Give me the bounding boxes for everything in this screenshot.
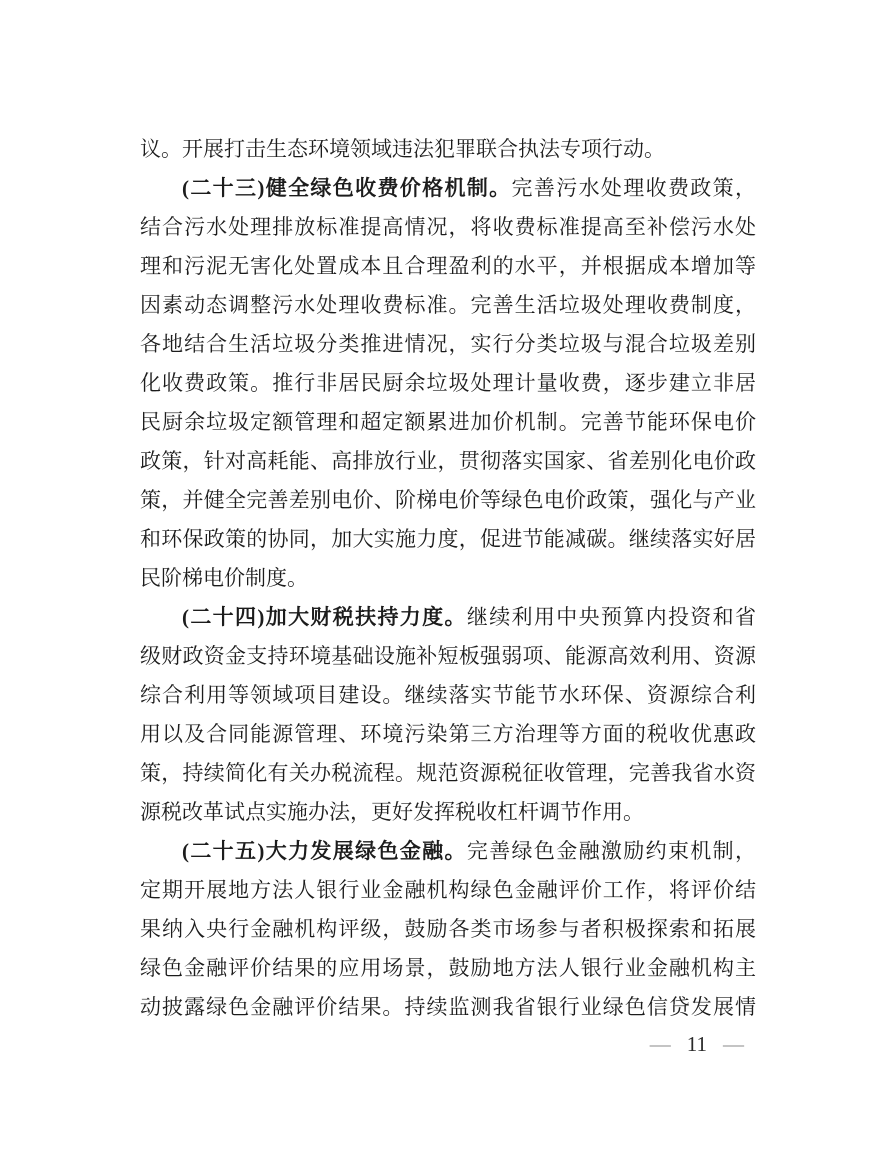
line-text: 继续利用中央预算内投资和省 bbox=[466, 605, 756, 629]
line-text: 和环保政策的协同，加大实施力度，促进节能减碳。继续落实好居 bbox=[140, 527, 756, 551]
text-line bbox=[140, 286, 756, 325]
text-line bbox=[140, 481, 756, 520]
footer-left-dash: — bbox=[649, 1032, 671, 1056]
text-line bbox=[140, 403, 756, 442]
line-text: 动披露绿色金融评价结果。持续监测我省银行业绿色信贷发展情 bbox=[140, 995, 756, 1019]
text-line bbox=[140, 559, 756, 598]
text-line bbox=[140, 871, 756, 910]
line-text: 各地结合生活垃圾分类推进情况，实行分类垃圾与混合垃圾差别 bbox=[140, 332, 756, 356]
text-line bbox=[140, 637, 756, 676]
section-25-heading: (二十五)大力发展绿色金融。 bbox=[182, 839, 467, 863]
line-text: 民厨余垃圾定额管理和超定额累进加价机制。完善节能环保电价 bbox=[140, 410, 756, 434]
line-text: 定期开展地方法人银行业金融机构绿色金融评价工作，将评价结 bbox=[140, 878, 756, 902]
text-line bbox=[140, 598, 756, 637]
text-line bbox=[140, 676, 756, 715]
line-text: 源税改革试点实施办法，更好发挥税收杠杆调节作用。 bbox=[140, 800, 644, 824]
line-text: 民阶梯电价制度。 bbox=[140, 566, 308, 590]
line-text: 策，持续简化有关办税流程。规范资源税征收管理，完善我省水资 bbox=[140, 761, 756, 785]
line-text: 政策，针对高耗能、高排放行业，贯彻落实国家、省差别化电价政 bbox=[140, 449, 756, 473]
section-23-heading: (二十三)健全绿色收费价格机制。 bbox=[182, 176, 512, 200]
text-line bbox=[140, 247, 756, 286]
text-line bbox=[140, 442, 756, 481]
line-text: 用以及合同能源管理、环境污染第三方治理等方面的税收优惠政 bbox=[140, 722, 756, 746]
text-line bbox=[140, 832, 756, 871]
line-text: 结合污水处理排放标准提高情况，将收费标准提高至补偿污水处 bbox=[140, 215, 756, 239]
text-line bbox=[140, 949, 756, 988]
text-line bbox=[140, 715, 756, 754]
line-text: 因素动态调整污水处理收费标准。完善生活垃圾处理收费制度， bbox=[140, 293, 756, 317]
page-footer bbox=[650, 1031, 744, 1057]
text-line bbox=[140, 793, 756, 832]
line-text: 议。开展打击生态环境领域违法犯罪联合执法专项行动。 bbox=[140, 137, 665, 161]
text-line bbox=[140, 169, 756, 208]
text-line bbox=[140, 754, 756, 793]
line-text: 综合利用等领域项目建设。继续落实节能节水环保、资源综合利 bbox=[140, 683, 756, 707]
footer-right-dash: — bbox=[723, 1032, 744, 1056]
line-text: 策，并健全完善差别电价、阶梯电价等绿色电价政策，强化与产业 bbox=[140, 488, 756, 512]
text-line bbox=[140, 364, 756, 403]
page-number: 11 bbox=[686, 1032, 707, 1056]
document-body bbox=[140, 130, 756, 1027]
section-24-heading: (二十四)加大财税扶持力度。 bbox=[182, 605, 467, 629]
line-text: 完善污水处理收费政策， bbox=[511, 176, 756, 200]
line-text: 完善绿色金融激励约束机制， bbox=[466, 839, 756, 863]
text-line bbox=[140, 325, 756, 364]
line-text: 果纳入央行金融机构评级，鼓励各类市场参与者积极探索和拓展 bbox=[140, 917, 756, 941]
line-text: 级财政资金支持环境基础设施补短板强弱项、能源高效利用、资源 bbox=[140, 644, 756, 668]
line-text: 化收费政策。推行非居民厨余垃圾处理计量收费，逐步建立非居 bbox=[140, 371, 756, 395]
text-line bbox=[140, 910, 756, 949]
text-line bbox=[140, 208, 756, 247]
text-line bbox=[140, 520, 756, 559]
line-text: 绿色金融评价结果的应用场景，鼓励地方法人银行业金融机构主 bbox=[140, 956, 756, 980]
text-line bbox=[140, 130, 756, 169]
text-line bbox=[140, 988, 756, 1027]
line-text: 理和污泥无害化处置成本且合理盈利的水平，并根据成本增加等 bbox=[140, 254, 756, 278]
